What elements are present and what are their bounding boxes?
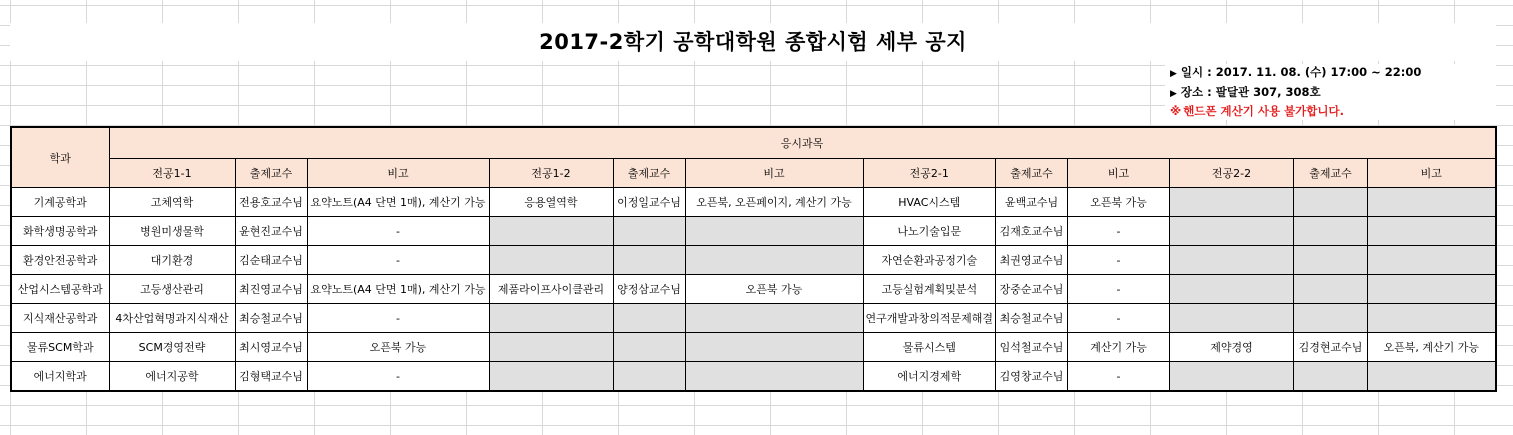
professor-cell[interactable]: 양정삼교수님: [613, 275, 685, 304]
header-professor1-2[interactable]: 출제교수: [613, 159, 685, 188]
note-cell[interactable]: -: [1068, 362, 1170, 392]
professor-cell[interactable]: 전용호교수님: [235, 188, 307, 217]
subject-cell[interactable]: 제약경영: [1170, 333, 1294, 362]
subject-cell[interactable]: 응용열역학: [489, 188, 613, 217]
subject-cell[interactable]: [489, 217, 613, 246]
note-cell[interactable]: [1368, 304, 1496, 333]
note-cell[interactable]: 계산기 가능: [1068, 333, 1170, 362]
note-cell[interactable]: [685, 246, 863, 275]
note-cell[interactable]: 오픈북, 오픈페이지, 계산기 가능: [685, 188, 863, 217]
note-cell[interactable]: -: [1068, 275, 1170, 304]
professor-cell[interactable]: 최승철교수님: [235, 304, 307, 333]
notice-block: [1170, 64, 1421, 121]
header-dept[interactable]: 학과: [11, 127, 109, 188]
subject-cell[interactable]: [1170, 246, 1294, 275]
note-cell[interactable]: -: [1068, 217, 1170, 246]
subject-cell[interactable]: [1170, 188, 1294, 217]
header-professor2-1[interactable]: 출제교수: [996, 159, 1068, 188]
subject-cell[interactable]: HVAC시스템: [863, 188, 996, 217]
professor-cell[interactable]: 김영창교수님: [996, 362, 1068, 392]
professor-cell[interactable]: 최진영교수님: [235, 275, 307, 304]
header-note1-1[interactable]: 비고: [307, 159, 489, 188]
header-note1-2[interactable]: 비고: [685, 159, 863, 188]
note-cell[interactable]: 요약노트(A4 단면 1매), 계산기 가능: [307, 188, 489, 217]
note-cell[interactable]: [685, 304, 863, 333]
table-row: [11, 304, 1496, 333]
table-row: [11, 333, 1496, 362]
subject-cell[interactable]: 물류시스템: [863, 333, 996, 362]
subject-cell[interactable]: 고등실험계획및분석: [863, 275, 996, 304]
header-subjects[interactable]: 응시과목: [109, 127, 1496, 159]
page-title: 2017-2학기 공학대학원 종합시험 세부 공지: [539, 30, 967, 54]
table-row: [11, 275, 1496, 304]
table-row: [11, 246, 1496, 275]
professor-cell[interactable]: 김경현교수님: [1294, 333, 1368, 362]
subject-cell[interactable]: SCM경영전략: [109, 333, 235, 362]
subject-cell[interactable]: [489, 304, 613, 333]
professor-cell[interactable]: [1294, 275, 1368, 304]
table-row: [11, 362, 1496, 392]
professor-cell[interactable]: 김형택교수님: [235, 362, 307, 392]
note-cell[interactable]: [1368, 217, 1496, 246]
note-cell[interactable]: [685, 217, 863, 246]
note-cell[interactable]: -: [307, 362, 489, 392]
subject-cell[interactable]: [1170, 304, 1294, 333]
header-professor1-1[interactable]: 출제교수: [235, 159, 307, 188]
subject-cell[interactable]: [489, 333, 613, 362]
note-cell[interactable]: [1368, 275, 1496, 304]
professor-cell[interactable]: 최시영교수님: [235, 333, 307, 362]
subject-cell[interactable]: 자연순환과공정기술: [863, 246, 996, 275]
subject-cell[interactable]: 대기환경: [109, 246, 235, 275]
note-cell[interactable]: [1368, 362, 1496, 392]
subject-cell[interactable]: 나노기술입문: [863, 217, 996, 246]
note-cell[interactable]: [685, 333, 863, 362]
dept-cell[interactable]: 산업시스템공학과: [11, 275, 109, 304]
header-major1-2[interactable]: 전공1-2: [489, 159, 613, 188]
subject-cell[interactable]: 에너지경제학: [863, 362, 996, 392]
table-row: [11, 188, 1496, 217]
note-cell[interactable]: -: [1068, 246, 1170, 275]
subject-cell[interactable]: 고등생산관리: [109, 275, 235, 304]
professor-cell[interactable]: 최권영교수님: [996, 246, 1068, 275]
note-cell[interactable]: 요약노트(A4 단면 1매), 계산기 가능: [307, 275, 489, 304]
professor-cell[interactable]: 임석철교수님: [996, 333, 1068, 362]
triangle-bullet-icon: ▶: [1170, 88, 1177, 99]
header-professor2-2[interactable]: 출제교수: [1294, 159, 1368, 188]
professor-cell[interactable]: [1294, 188, 1368, 217]
professor-cell[interactable]: 장중순교수님: [996, 275, 1068, 304]
header-major2-2[interactable]: 전공2-2: [1170, 159, 1294, 188]
professor-cell[interactable]: 김재호교수님: [996, 217, 1068, 246]
subject-cell[interactable]: 병원미생물학: [109, 217, 235, 246]
note-cell[interactable]: -: [307, 304, 489, 333]
subject-cell[interactable]: 연구개발과창의적문제해결: [863, 304, 996, 333]
note-cell[interactable]: -: [307, 246, 489, 275]
subject-cell[interactable]: [1170, 275, 1294, 304]
professor-cell[interactable]: 김순태교수님: [235, 246, 307, 275]
professor-cell[interactable]: 윤현진교수님: [235, 217, 307, 246]
note-cell[interactable]: -: [1068, 304, 1170, 333]
note-cell[interactable]: -: [307, 217, 489, 246]
dept-cell[interactable]: 에너지학과: [11, 362, 109, 392]
professor-cell[interactable]: [1294, 304, 1368, 333]
exam-table: [10, 126, 1497, 392]
triangle-bullet-icon: ▶: [1170, 69, 1177, 79]
subject-cell[interactable]: 고체역학: [109, 188, 235, 217]
dept-cell[interactable]: 물류SCM학과: [11, 333, 109, 362]
reference-mark-icon: ※: [1170, 104, 1182, 118]
professor-cell[interactable]: [1294, 217, 1368, 246]
professor-cell[interactable]: [1294, 246, 1368, 275]
subject-cell[interactable]: 에너지공학: [109, 362, 235, 392]
professor-cell[interactable]: [613, 333, 685, 362]
note-cell[interactable]: [1368, 246, 1496, 275]
subject-cell[interactable]: [1170, 362, 1294, 392]
professor-cell[interactable]: 윤백교수님: [996, 188, 1068, 217]
subject-cell[interactable]: [489, 362, 613, 392]
dept-cell[interactable]: 환경안전공학과: [11, 246, 109, 275]
note-cell[interactable]: [1368, 188, 1496, 217]
table-row: [11, 217, 1496, 246]
professor-cell[interactable]: 이정일교수님: [613, 188, 685, 217]
note-cell[interactable]: 오픈북 가능: [307, 333, 489, 362]
subject-cell[interactable]: [1170, 217, 1294, 246]
dept-cell[interactable]: 기계공학과: [11, 188, 109, 217]
note-cell[interactable]: 오픈북, 계산기 가능: [1368, 333, 1496, 362]
notice-warning: ※ 핸드폰 계산기 사용 불가합니다.: [1170, 104, 1344, 118]
professor-cell[interactable]: [1294, 362, 1368, 392]
professor-cell[interactable]: [613, 304, 685, 333]
subject-cell[interactable]: [489, 246, 613, 275]
note-cell[interactable]: [685, 362, 863, 392]
note-cell[interactable]: 오픈북 가능: [1068, 188, 1170, 217]
note-cell[interactable]: 오픈북 가능: [685, 275, 863, 304]
professor-cell[interactable]: [613, 362, 685, 392]
subject-cell[interactable]: 제품라이프사이클관리: [489, 275, 613, 304]
professor-cell[interactable]: 최승철교수님: [996, 304, 1068, 333]
subject-cell[interactable]: 4차산업혁명과지식재산: [109, 304, 235, 333]
dept-cell[interactable]: 지식재산공학과: [11, 304, 109, 333]
professor-cell[interactable]: [613, 246, 685, 275]
header-note2-2[interactable]: 비고: [1368, 159, 1496, 188]
notice-location: ▶ 장소 : 팔달관 307, 308호: [1170, 84, 1321, 99]
notice-schedule: ▶ 일시 : 2017. 11. 08. (수) 17:00 ~ 22:00: [1170, 65, 1422, 79]
header-note2-1[interactable]: 비고: [1068, 159, 1170, 188]
header-major2-1[interactable]: 전공2-1: [863, 159, 996, 188]
dept-cell[interactable]: 화학생명공학과: [11, 217, 109, 246]
professor-cell[interactable]: [613, 217, 685, 246]
header-major1-1[interactable]: 전공1-1: [109, 159, 235, 188]
